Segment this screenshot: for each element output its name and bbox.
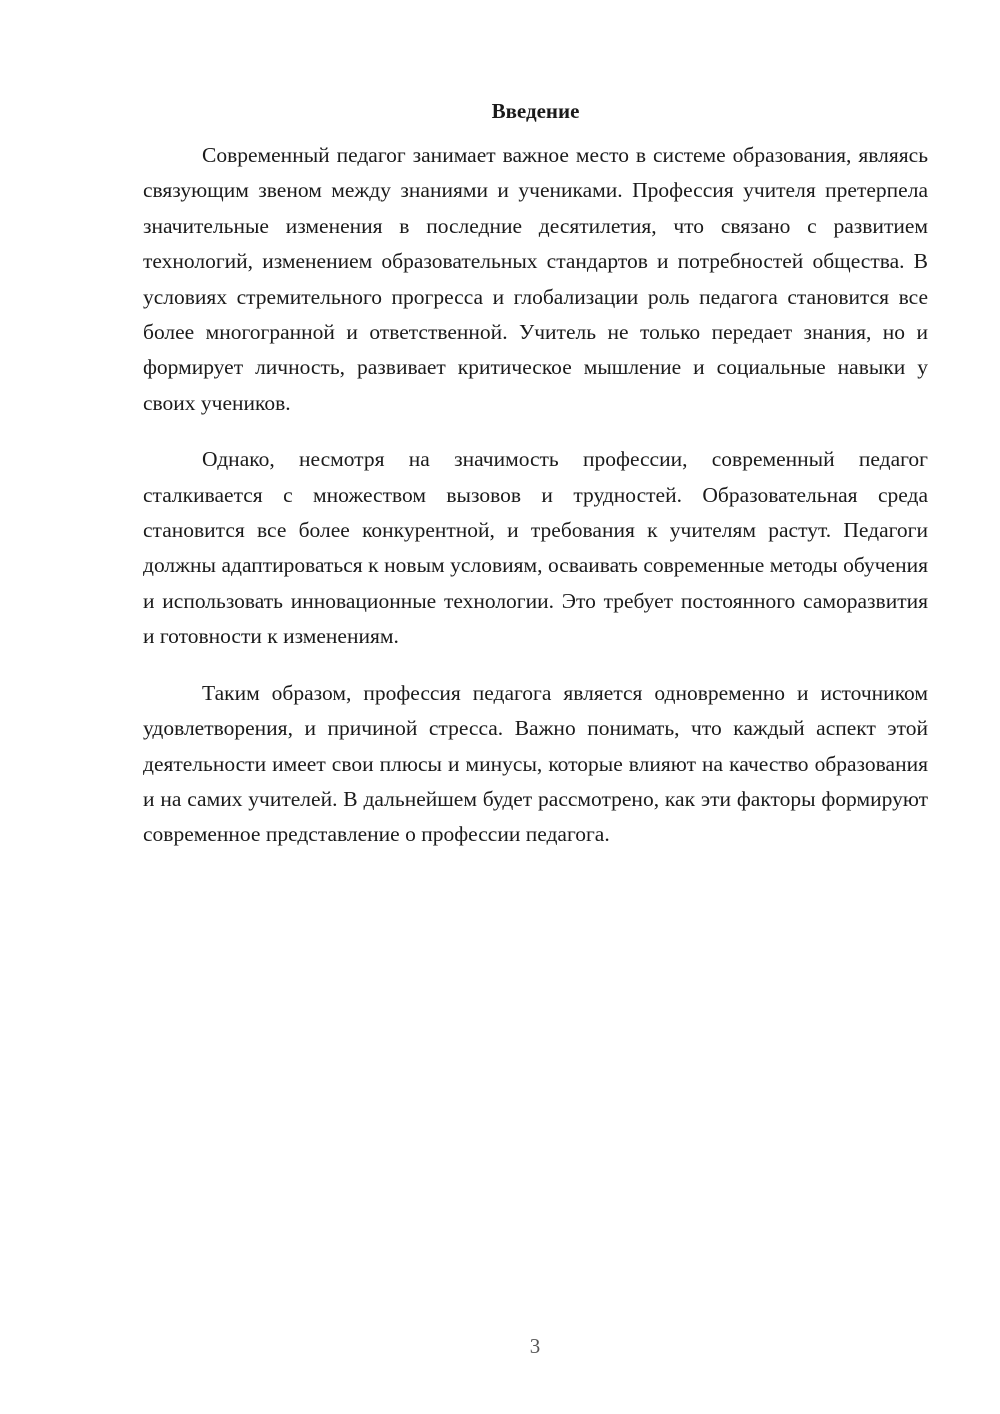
paragraph-3: Таким образом, профессия педагога является одновременно и источником удовлетворения, и причиной стресса. Важно понимать, что каждый аспект этой деятельности имеет свои плюсы и минусы, которые влияют на качество образования и на самих учителей. В дальнейшем будет рассмотрено, как эти факторы формируют современное представление о профессии педагога.	[143, 680, 928, 847]
section-heading: Введение	[491, 99, 580, 123]
page-content	[143, 96, 928, 874]
paragraph-2: Однако, несмотря на значимость профессии, современный педагог сталкивается с множеством вызовов и трудностей. Образовательная среда становится все более конкурентной, и требования к учителям растут. Педагоги должны адаптироваться к новым условиям, осваивать современные методы обучения и использовать инновационные технологии. Это требует постоянного саморазвития и готовности к изменениям.	[143, 447, 928, 649]
page-number: 3	[529, 1334, 541, 1358]
paragraph-1: Современный педагог занимает важное место в системе образования, являясь связующим звеном между знаниями и учениками. Профессия учителя претерпела значительные изменения в последние десятилетия, что связано с развитием технологий, изменением образовательных стандартов и потребностей общества. В условиях стремительного прогресса и глобализации роль педагога становится все более многогранной и ответственной. Учитель не только передает знания, но и формирует личность, развивает критическое мышление и социальные навыки у своих учеников.	[143, 143, 928, 415]
